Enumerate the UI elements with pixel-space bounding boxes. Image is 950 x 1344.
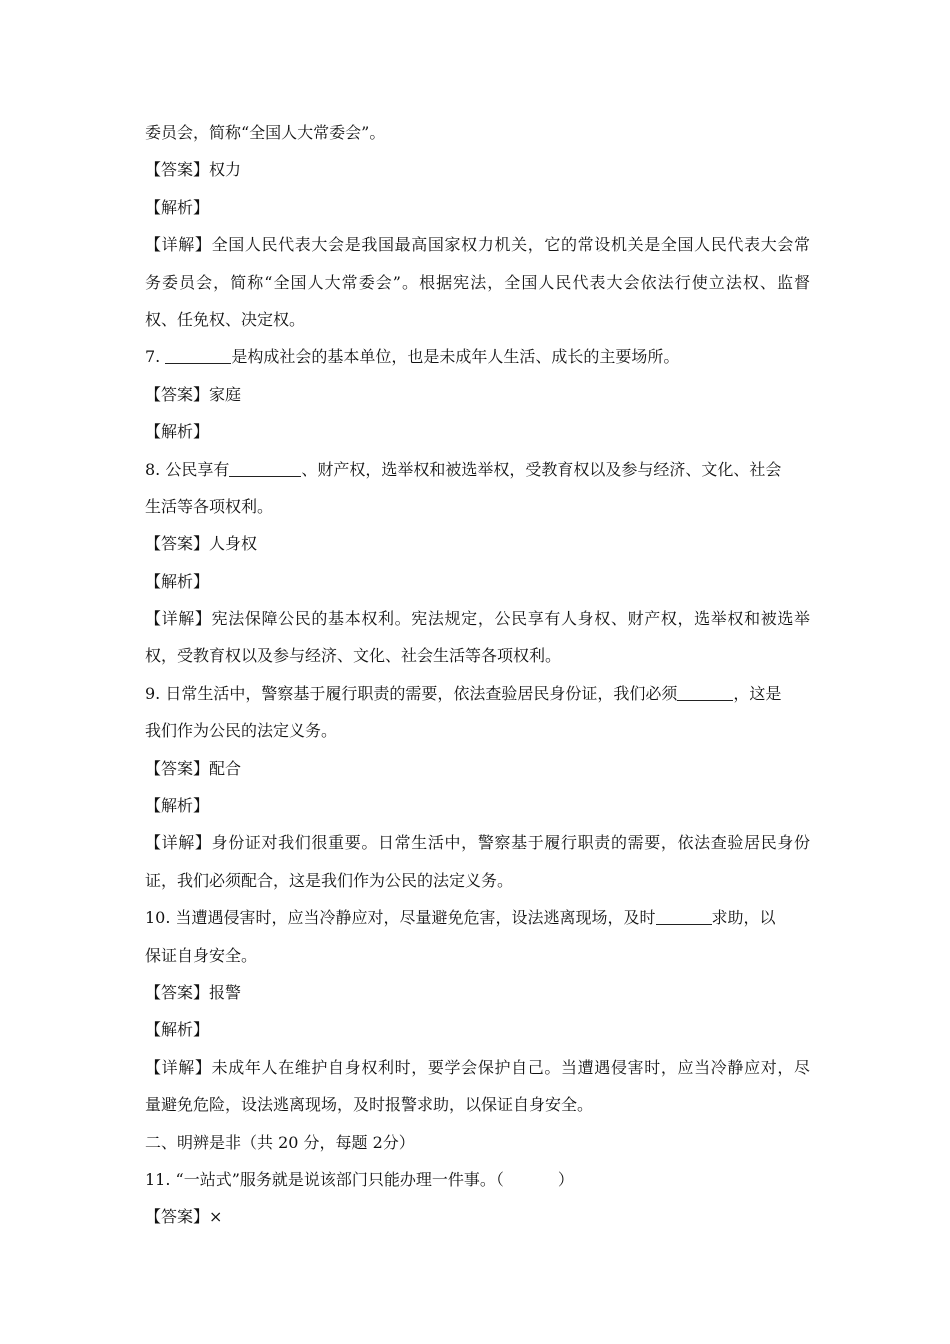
analysis-heading: 【解析】 bbox=[145, 571, 210, 591]
answer-line: 【答案】家庭 bbox=[145, 384, 242, 404]
question-9 bbox=[145, 675, 810, 712]
question-text: ，这是 bbox=[733, 683, 782, 703]
text-line: 我们作为公民的法定义务。 bbox=[145, 721, 338, 741]
answer-line: 【答案】报警 bbox=[145, 982, 242, 1002]
detail-line: 【详解】身份证对我们很重要。日常生活中，警察基于履行职责的需要，依法查验居民身份 bbox=[145, 833, 810, 853]
question-8 bbox=[145, 451, 810, 488]
question-text: 求助，以 bbox=[711, 908, 776, 928]
answer-line: 【答案】人身权 bbox=[145, 534, 258, 554]
question-number: 7. bbox=[145, 347, 166, 367]
analysis-heading: 【解析】 bbox=[145, 197, 210, 217]
question-text: 9. 日常生活中，警察基于履行职责的需要，依法查验居民身份证，我们必须 bbox=[145, 683, 678, 703]
section-heading: 二、明辨是非（共 20 分，每题 2分） bbox=[145, 1132, 415, 1152]
text-line: 保证自身安全。 bbox=[145, 945, 258, 965]
question-text: ） bbox=[557, 1169, 574, 1189]
question-11 bbox=[145, 1161, 810, 1198]
question-text: 、财产权，选举权和被选举权，受教育权以及参与经济、文化、社会 bbox=[301, 459, 782, 479]
question-text: 是构成社会的基本单位，也是未成年人生活、成长的主要场所。 bbox=[231, 347, 680, 367]
document-page bbox=[145, 114, 810, 1236]
question-10 bbox=[145, 899, 810, 936]
fill-blank bbox=[165, 345, 231, 364]
detail-line: 【详解】宪法保障公民的基本权利。宪法规定，公民享有人身权、财产权，选举权和被选举 bbox=[145, 609, 810, 629]
text-line: 委员会，简称“全国人大常委会”。 bbox=[145, 123, 386, 142]
text-line: 量避免危险，设法逃离现场，及时报警求助，以保证自身安全。 bbox=[145, 1095, 594, 1115]
text-line: 务委员会，简称“全国人大常委会”。根据宪法，全国人民代表大会依法行使立法权、监督 bbox=[145, 272, 810, 292]
fill-blank bbox=[229, 458, 301, 477]
answer-line: 【答案】权力 bbox=[145, 160, 242, 180]
fill-blank bbox=[677, 682, 733, 701]
text-line: 权，受教育权以及参与经济、文化、社会生活等各项权利。 bbox=[145, 646, 562, 666]
fill-blank bbox=[656, 906, 712, 925]
question-text: 8. 公民享有 bbox=[145, 459, 230, 479]
text-line: 权、任免权、决定权。 bbox=[145, 309, 306, 329]
analysis-heading: 【解析】 bbox=[145, 422, 210, 442]
analysis-heading: 【解析】 bbox=[145, 1020, 210, 1040]
analysis-heading: 【解析】 bbox=[145, 796, 210, 816]
answer-line: 【答案】× bbox=[145, 1207, 223, 1227]
question-7 bbox=[145, 338, 810, 375]
question-text: 11. “一站式”服务就是说该部门只能办理一件事。（ bbox=[145, 1169, 504, 1189]
detail-line: 【详解】全国人民代表大会是我国最高国家权力机关，它的常设机关是全国人民代表大会常 bbox=[145, 235, 810, 255]
text-line: 生活等各项权利。 bbox=[145, 496, 274, 516]
text-line: 证，我们必须配合，这是我们作为公民的法定义务。 bbox=[145, 870, 514, 890]
question-text: 10. 当遭遇侵害时，应当冷静应对，尽量避免危害，设法逃离现场，及时 bbox=[145, 908, 656, 928]
detail-line: 【详解】未成年人在维护自身权利时，要学会保护自己。当遭遇侵害时，应当冷静应对，尽 bbox=[145, 1057, 810, 1077]
answer-line: 【答案】配合 bbox=[145, 758, 242, 778]
